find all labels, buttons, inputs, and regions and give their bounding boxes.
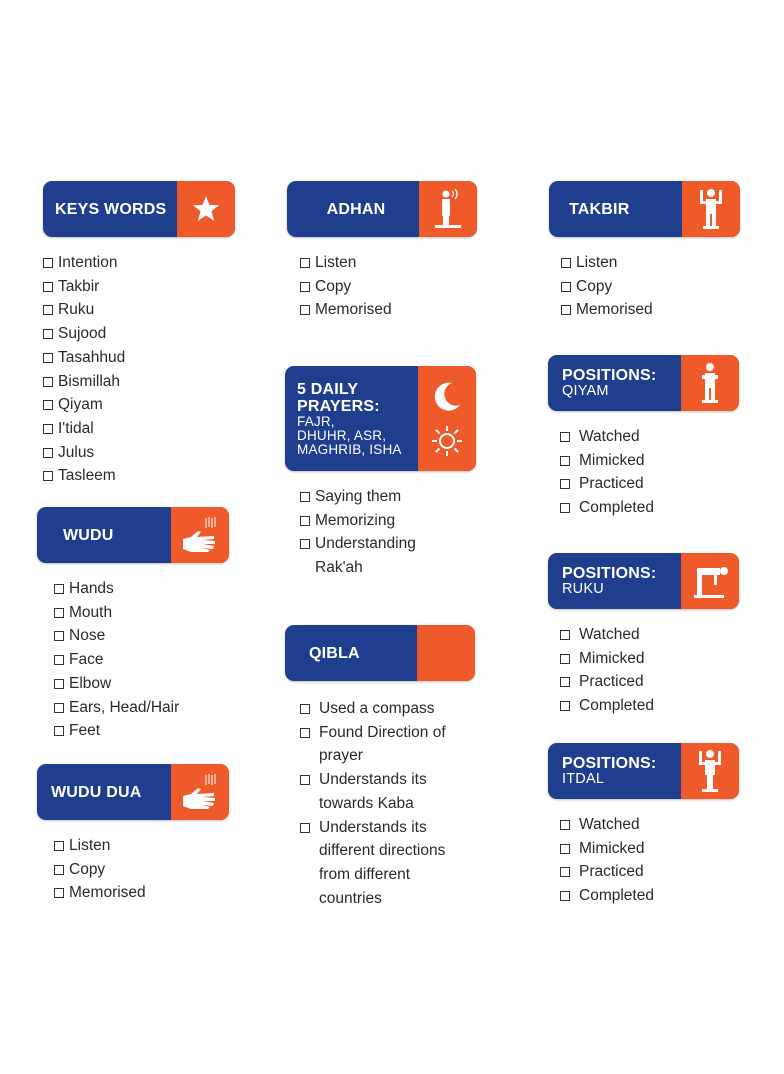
wudu-header [37,507,229,563]
checkbox[interactable] [54,679,64,689]
wudu-dua-header [37,764,229,820]
person-bowing-icon [681,553,739,609]
checklist-item[interactable]: Watched [557,623,739,647]
daily-prayers-list [300,485,460,580]
sun-icon [430,424,464,458]
positions-qiyam-list [557,425,739,520]
checkbox[interactable] [54,726,64,736]
checkbox[interactable] [300,492,310,502]
qibla-list [297,697,467,910]
checkbox[interactable] [300,258,310,268]
person-takbir-icon [682,181,740,237]
checklist-item[interactable]: Practiced [557,670,739,694]
takbir-header [549,181,740,237]
checklist-item[interactable]: Julus [43,441,235,465]
checkbox[interactable] [54,888,64,898]
checklist-item[interactable]: Memorizing [300,509,460,533]
checklist-item[interactable]: Listen [300,251,477,275]
daily-prayers-names: MAGHRIB, ISHA [297,441,402,457]
daily-prayers-names: FAJR, [297,413,335,429]
prayer-icons [418,366,476,471]
checkbox[interactable] [560,867,570,877]
checkbox[interactable] [54,865,64,875]
daily-prayers-header [285,366,476,471]
wudu-section [37,507,229,743]
checklist-item[interactable]: Feet [54,719,229,743]
checklist-item[interactable]: Saying them [300,485,460,509]
checklist-item[interactable]: Understands its different directions from different countries [297,816,467,911]
checklist-item[interactable]: Face [54,648,229,672]
checklist-item[interactable]: Copy [561,275,740,299]
takbir-section [549,181,740,322]
checklist-item[interactable]: Memorised [561,298,740,322]
positions-label: POSITIONS: [562,367,657,384]
checkbox[interactable] [54,631,64,641]
checklist-item[interactable]: Mimicked [557,449,739,473]
checklist-item[interactable]: Tasahhud [43,346,235,370]
checkbox[interactable] [300,282,310,292]
checklist-item[interactable]: Nose [54,624,229,648]
checklist-item[interactable]: Mouth [54,601,229,625]
checklist-item[interactable]: Hands [54,577,229,601]
daily-prayers-names: DHUHR, ASR, [297,427,387,443]
daily-prayers-title-line: PRAYERS: [297,397,380,415]
checkbox[interactable] [300,775,310,785]
checkbox[interactable] [43,400,53,410]
checklist-item[interactable]: Watched [557,425,739,449]
star-icon [177,181,235,237]
checklist-item[interactable]: Intention [43,251,235,275]
checkbox[interactable] [300,728,310,738]
keys-words-header [43,181,235,237]
checkbox[interactable] [43,353,53,363]
checklist-item[interactable]: Elbow [54,672,229,696]
adhan-header [287,181,477,237]
checkbox[interactable] [300,823,310,833]
wudu-dua-title: WUDU DUA [51,783,142,801]
checklist-item[interactable]: Sujood [43,322,235,346]
checkbox[interactable] [43,377,53,387]
checklist-item[interactable]: Found Direction of prayer [297,721,467,768]
checkbox[interactable] [43,424,53,434]
checklist-item[interactable]: Copy [300,275,477,299]
daily-prayers-section [285,366,476,580]
checklist-item[interactable]: Completed [557,496,739,520]
checklist-item[interactable]: Understanding Rak'ah [300,532,460,579]
checkbox[interactable] [54,703,64,713]
checkbox[interactable] [561,258,571,268]
position-name: ITDAL [562,771,605,787]
positions-ruku-header [548,553,739,609]
positions-itdal-section [548,743,739,908]
checkbox[interactable] [43,258,53,268]
person-calling-icon [419,181,477,237]
positions-qiyam-section [548,355,739,520]
checkbox[interactable] [560,432,570,442]
positions-itdal-header [548,743,739,799]
checklist-item[interactable]: Takbir [43,275,235,299]
wudu-dua-list [54,834,229,905]
checklist-item[interactable]: Memorised [300,298,477,322]
positions-ruku-section [548,553,739,718]
qibla-color-block [417,625,475,681]
checkbox[interactable] [54,608,64,618]
hand-water-icon [171,764,229,820]
checkbox[interactable] [560,701,570,711]
takbir-title: TAKBIR [569,200,630,218]
checkbox[interactable] [54,841,64,851]
positions-ruku-list [557,623,739,718]
hand-water-icon [171,507,229,563]
crescent-moon-icon [430,379,464,413]
checkbox[interactable] [43,282,53,292]
checklist-item[interactable]: Bismillah [43,370,235,394]
qibla-title: QIBLA [309,644,360,662]
checkbox[interactable] [43,471,53,481]
checkbox[interactable] [54,655,64,665]
checklist-item[interactable]: Used a compass [297,697,467,721]
checkbox[interactable] [560,630,570,640]
adhan-title: ADHAN [326,200,386,218]
person-rising-icon [681,743,739,799]
checkbox[interactable] [300,305,310,315]
position-name: QIYAM [562,383,609,399]
checklist-item[interactable]: Practiced [557,860,739,884]
wudu-list [54,577,229,743]
adhan-list [300,251,477,322]
keys-words-section [43,181,235,488]
checkbox[interactable] [43,329,53,339]
checkbox[interactable] [43,305,53,315]
checkbox[interactable] [561,305,571,315]
checkbox[interactable] [560,891,570,901]
checklist-item[interactable]: Ears, Head/Hair [54,696,229,720]
checkbox[interactable] [561,282,571,292]
checklist-item[interactable]: Practiced [557,472,739,496]
positions-label: POSITIONS: [562,755,657,772]
checkbox[interactable] [560,844,570,854]
position-name: RUKU [562,581,604,597]
checkbox[interactable] [300,704,310,714]
qibla-header [285,625,475,681]
daily-prayers-title-line: 5 DAILY [297,380,359,398]
checklist-item[interactable]: Watched [557,813,739,837]
positions-qiyam-header [548,355,739,411]
checklist-item[interactable]: Mimicked [557,647,739,671]
person-standing-icon [681,355,739,411]
checkbox[interactable] [43,448,53,458]
checklist-item[interactable]: Qiyam [43,393,235,417]
checkbox[interactable] [54,584,64,594]
qibla-section [285,625,475,910]
checkbox[interactable] [560,654,570,664]
daily-prayers-title [297,366,414,471]
checklist-item[interactable]: Listen [561,251,740,275]
takbir-list [561,251,740,322]
checkbox[interactable] [560,503,570,513]
checklist-item[interactable]: Completed [557,884,739,908]
checklist-item[interactable]: Mimicked [557,837,739,861]
positions-itdal-list [557,813,739,908]
checkbox[interactable] [300,539,310,549]
checklist-item[interactable]: Copy [54,858,229,882]
checkbox[interactable] [560,677,570,687]
positions-ruku-title [562,553,675,609]
wudu-dua-section [37,764,229,905]
checklist-item[interactable]: Listen [54,834,229,858]
checklist-item[interactable]: Completed [557,694,739,718]
checkbox[interactable] [560,820,570,830]
checklist-item[interactable]: Tasleem [43,464,235,488]
checklist-item[interactable]: Understands its towards Kaba [297,768,467,815]
checklist-item[interactable]: Memorised [54,881,229,905]
keys-words-list [43,251,235,488]
checkbox[interactable] [300,516,310,526]
checklist-item[interactable]: Ruku [43,298,235,322]
positions-label: POSITIONS: [562,565,657,582]
adhan-section [287,181,477,322]
positions-itdal-title [562,743,675,799]
checklist-item[interactable]: I'tidal [43,417,235,441]
positions-qiyam-title [562,355,675,411]
wudu-title: WUDU [63,526,114,544]
keys-words-title: KEYS WORDS [55,200,167,218]
checkbox[interactable] [560,456,570,466]
checkbox[interactable] [560,479,570,489]
